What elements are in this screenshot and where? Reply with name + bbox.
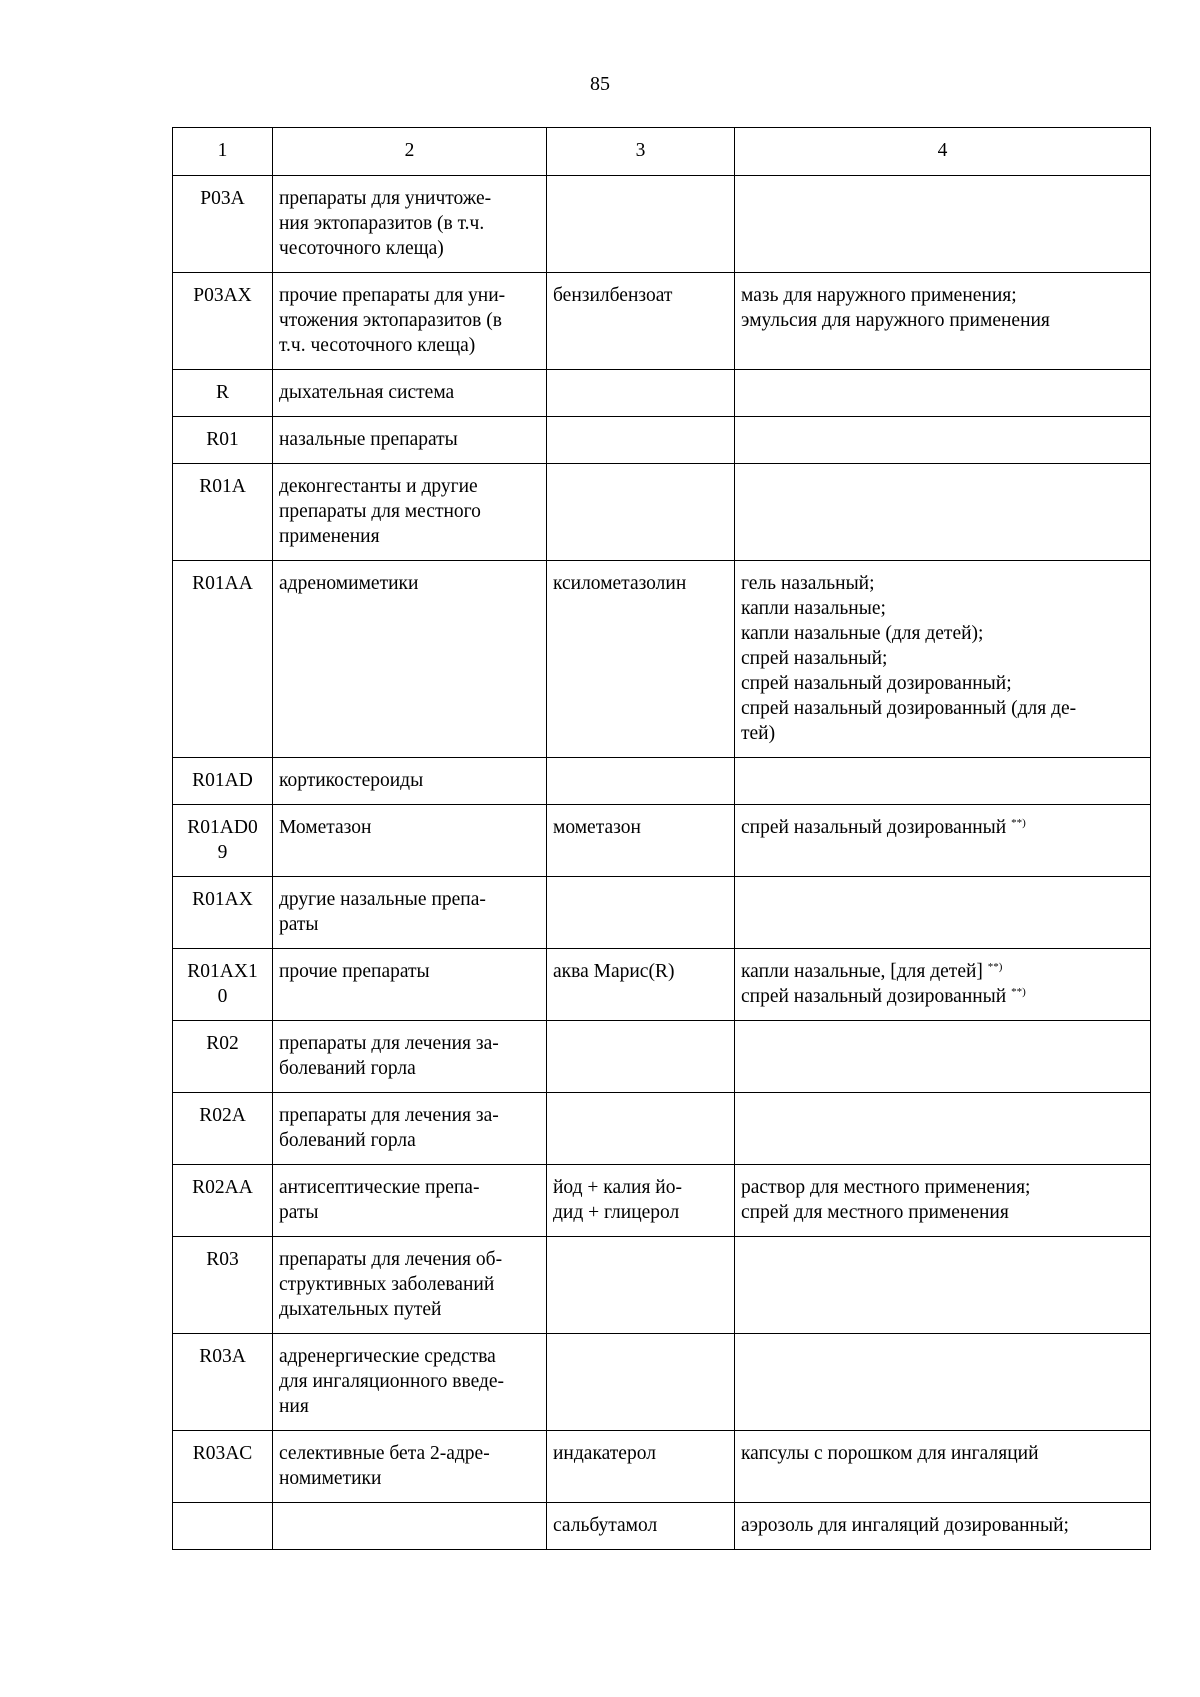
table-row: [173, 1503, 1151, 1550]
cell-text: P03A: [200, 188, 245, 209]
cell-line: [179, 1344, 266, 1369]
cell-line: [279, 1175, 540, 1200]
cell-line: [279, 1272, 540, 1297]
cell-text: для ингаляционного введе-: [279, 1371, 505, 1392]
cell-text: раствор для местного применения;: [741, 1177, 1031, 1198]
cell-text: мазь для наружного применения;: [741, 285, 1017, 306]
cell-text: чтожения эктопаразитов (в: [279, 310, 502, 331]
substance-cell: [547, 1334, 735, 1431]
cell-line: [179, 427, 266, 452]
cell-line: [741, 308, 1144, 333]
group-name-cell: [273, 176, 547, 273]
group-name-cell: [273, 949, 547, 1021]
cell-text: номиметики: [279, 1468, 382, 1489]
cell-text: R03AC: [192, 1443, 253, 1464]
group-name-cell: [273, 370, 547, 417]
cell-line: [279, 211, 540, 236]
table-row: [173, 464, 1151, 561]
cell-text: мометазон: [553, 817, 641, 838]
dosage-forms-cell: [735, 1334, 1151, 1431]
cell-text: спрей назальный;: [741, 648, 888, 669]
cell-line: [741, 571, 1144, 596]
cell-text: ния: [279, 1396, 309, 1417]
table-row: [173, 877, 1151, 949]
cell-line: [179, 984, 266, 1009]
column-header-1: 1: [173, 128, 273, 176]
cell-text: антисептические препа-: [279, 1177, 480, 1198]
group-name-cell: [273, 805, 547, 877]
dosage-forms-cell: [735, 1093, 1151, 1165]
cell-line: [741, 1441, 1144, 1466]
cell-line: [279, 380, 540, 405]
cell-line: [741, 959, 1144, 984]
cell-text: раты: [279, 914, 319, 935]
cell-text: болеваний горла: [279, 1130, 416, 1151]
atc-code-cell: [173, 1021, 273, 1093]
atc-code-cell: [173, 758, 273, 805]
dosage-forms-cell: [735, 370, 1151, 417]
substance-cell: [547, 1431, 735, 1503]
cell-line: [179, 815, 266, 840]
cell-line: [279, 1297, 540, 1322]
cell-line: [741, 1513, 1144, 1538]
cell-line: [179, 768, 266, 793]
table-row: [173, 273, 1151, 370]
cell-line: [279, 1200, 540, 1225]
cell-line: [179, 887, 266, 912]
table-row: [173, 1334, 1151, 1431]
cell-line: [279, 308, 540, 333]
substance-cell: [547, 1093, 735, 1165]
group-name-cell: [273, 1093, 547, 1165]
cell-line: [279, 236, 540, 261]
group-name-cell: [273, 877, 547, 949]
cell-text: адренергические средства: [279, 1346, 496, 1367]
cell-line: [179, 186, 266, 211]
dosage-forms-cell: [735, 176, 1151, 273]
cell-line: [179, 1441, 266, 1466]
footnote-mark: **): [987, 961, 1003, 973]
atc-code-cell: [173, 1431, 273, 1503]
group-name-cell: [273, 417, 547, 464]
cell-text: кортикостероиды: [279, 770, 424, 791]
cell-line: [279, 474, 540, 499]
cell-line: [279, 186, 540, 211]
atc-code-cell: [173, 370, 273, 417]
cell-text: спрей назальный дозированный (для де-: [741, 698, 1077, 719]
cell-line: [279, 1031, 540, 1056]
atc-code-cell: [173, 561, 273, 758]
table-row: [173, 417, 1151, 464]
cell-text: тей): [741, 723, 776, 744]
atc-code-cell: [173, 949, 273, 1021]
cell-text: спрей назальный дозированный;: [741, 673, 1012, 694]
cell-line: [553, 1175, 728, 1200]
cell-text: сальбутамол: [553, 1515, 658, 1536]
substance-cell: [547, 464, 735, 561]
cell-line: [553, 959, 728, 984]
cell-text: эмульсия для наружного применения: [741, 310, 1050, 331]
cell-line: [553, 571, 728, 596]
substance-cell: [547, 273, 735, 370]
cell-text: R01AX: [192, 889, 253, 910]
group-name-cell: [273, 1165, 547, 1237]
cell-line: [741, 1175, 1144, 1200]
cell-line: [279, 571, 540, 596]
cell-text: адреномиметики: [279, 573, 419, 594]
group-name-cell: [273, 758, 547, 805]
atc-code-cell: [173, 1237, 273, 1334]
dosage-forms-cell: [735, 1165, 1151, 1237]
cell-text: препараты для лечения за-: [279, 1105, 499, 1126]
dosage-forms-cell: [735, 1021, 1151, 1093]
atc-code-cell: [173, 1165, 273, 1237]
cell-line: [179, 1175, 266, 1200]
cell-line: [279, 427, 540, 452]
dosage-forms-cell: [735, 805, 1151, 877]
cell-text: R03A: [199, 1346, 246, 1367]
group-name-cell: [273, 1237, 547, 1334]
cell-line: [553, 1441, 728, 1466]
table-row: [173, 758, 1151, 805]
cell-line: [179, 1247, 266, 1272]
atc-code-cell: [173, 805, 273, 877]
cell-text: прочие препараты для уни-: [279, 285, 506, 306]
cell-text: R02A: [199, 1105, 246, 1126]
cell-text: капли назальные (для детей);: [741, 623, 984, 644]
cell-text: препараты для лечения об-: [279, 1249, 503, 1270]
substance-cell: [547, 176, 735, 273]
dosage-forms-cell: [735, 1237, 1151, 1334]
cell-text: назальные препараты: [279, 429, 458, 450]
cell-text: болеваний горла: [279, 1058, 416, 1079]
cell-line: [279, 1441, 540, 1466]
table-row: [173, 1165, 1151, 1237]
table-row: [173, 1431, 1151, 1503]
cell-text: селективные бета 2-адре-: [279, 1443, 490, 1464]
substance-cell: [547, 1237, 735, 1334]
cell-line: [279, 887, 540, 912]
substance-cell: [547, 1503, 735, 1550]
cell-text: прочие препараты: [279, 961, 430, 982]
group-name-cell: [273, 561, 547, 758]
atc-code-cell: [173, 273, 273, 370]
cell-text: R01AX1: [187, 961, 258, 982]
table-row: [173, 805, 1151, 877]
cell-line: [279, 768, 540, 793]
table-row: [173, 370, 1151, 417]
substance-cell: [547, 1165, 735, 1237]
table-row: [173, 561, 1151, 758]
cell-line: [279, 1247, 540, 1272]
dosage-forms-cell: [735, 949, 1151, 1021]
cell-text: R01AD: [192, 770, 253, 791]
cell-line: [279, 1344, 540, 1369]
cell-line: [741, 283, 1144, 308]
substance-cell: [547, 758, 735, 805]
cell-text: деконгестанты и другие: [279, 476, 478, 497]
substance-cell: [547, 877, 735, 949]
cell-text: т.ч. чесоточного клеща): [279, 335, 476, 356]
cell-line: [179, 1103, 266, 1128]
group-name-cell: [273, 1431, 547, 1503]
cell-text: дид + глицерол: [553, 1202, 680, 1223]
atc-code-cell: [173, 464, 273, 561]
cell-line: [553, 283, 728, 308]
column-header-4: 4: [735, 128, 1151, 176]
cell-line: [553, 1200, 728, 1225]
group-name-cell: [273, 1334, 547, 1431]
cell-line: [741, 671, 1144, 696]
cell-line: [279, 959, 540, 984]
cell-line: [741, 646, 1144, 671]
cell-text: P03AX: [193, 285, 252, 306]
cell-text: бензилбензоат: [553, 285, 673, 306]
footnote-mark: **): [1011, 986, 1026, 998]
cell-line: [741, 1200, 1144, 1225]
table-row: [173, 176, 1151, 273]
column-header-3: 3: [547, 128, 735, 176]
dosage-forms-cell: [735, 464, 1151, 561]
table-header-row: [173, 128, 1151, 176]
cell-line: [179, 283, 266, 308]
cell-text: капсулы с порошком для ингаляций: [741, 1443, 1039, 1464]
table-row: [173, 1093, 1151, 1165]
cell-text: препараты для лечения за-: [279, 1033, 499, 1054]
cell-line: [279, 1128, 540, 1153]
cell-text: чесоточного клеща): [279, 238, 444, 259]
cell-line: [279, 499, 540, 524]
drug-table: [172, 127, 1151, 1550]
cell-line: [741, 984, 1144, 1009]
cell-line: [741, 696, 1144, 721]
atc-code-cell: [173, 1503, 273, 1550]
table-row: [173, 949, 1151, 1021]
cell-text: структивных заболеваний: [279, 1274, 495, 1295]
cell-text: R02: [206, 1033, 239, 1054]
atc-code-cell: [173, 1334, 273, 1431]
cell-line: [179, 380, 266, 405]
cell-line: [553, 815, 728, 840]
cell-line: [279, 1103, 540, 1128]
cell-text: Мометазон: [279, 817, 372, 838]
atc-code-cell: [173, 877, 273, 949]
substance-cell: [547, 1021, 735, 1093]
dosage-forms-cell: [735, 1431, 1151, 1503]
substance-cell: [547, 949, 735, 1021]
cell-text: 0: [217, 986, 228, 1007]
cell-text: индакатерол: [553, 1443, 656, 1464]
cell-line: [179, 571, 266, 596]
cell-text: R01A: [199, 476, 246, 497]
cell-text: ния эктопаразитов (в т.ч.: [279, 213, 485, 234]
substance-cell: [547, 805, 735, 877]
cell-text: раты: [279, 1202, 319, 1223]
substance-cell: [547, 561, 735, 758]
cell-line: [279, 1056, 540, 1081]
cell-line: [279, 1466, 540, 1491]
cell-text: R: [215, 382, 229, 403]
cell-line: [741, 815, 1144, 840]
cell-line: [279, 524, 540, 549]
cell-text: аэрозоль для ингаляций дозированный;: [741, 1515, 1069, 1536]
substance-cell: [547, 370, 735, 417]
cell-text: капли назальные;: [741, 598, 886, 619]
cell-text: другие назальные препа-: [279, 889, 486, 910]
cell-line: [553, 1513, 728, 1538]
cell-text: ксилометазолин: [553, 573, 687, 594]
page-number: 85: [590, 73, 610, 95]
atc-code-cell: [173, 417, 273, 464]
dosage-forms-cell: [735, 561, 1151, 758]
cell-text: спрей назальный дозированный: [741, 986, 1007, 1007]
dosage-forms-cell: [735, 417, 1151, 464]
dosage-forms-cell: [735, 1503, 1151, 1550]
atc-code-cell: [173, 1093, 273, 1165]
cell-line: [741, 721, 1144, 746]
cell-text: препараты для местного: [279, 501, 481, 522]
cell-text: аква Марис(R): [553, 961, 675, 982]
table-row: [173, 1237, 1151, 1334]
dosage-forms-cell: [735, 273, 1151, 370]
cell-text: капли назальные, [для детей]: [741, 961, 983, 982]
cell-text: гель назальный;: [741, 573, 875, 594]
dosage-forms-cell: [735, 758, 1151, 805]
cell-text: R01AD0: [187, 817, 258, 838]
cell-text: R01: [206, 429, 239, 450]
table-row: [173, 1021, 1151, 1093]
group-name-cell: [273, 1021, 547, 1093]
substance-cell: [547, 417, 735, 464]
cell-line: [179, 1031, 266, 1056]
cell-line: [179, 840, 266, 865]
cell-line: [741, 596, 1144, 621]
cell-line: [279, 1369, 540, 1394]
atc-code-cell: [173, 176, 273, 273]
column-header-2: 2: [273, 128, 547, 176]
cell-line: [279, 912, 540, 937]
cell-text: препараты для уничтоже-: [279, 188, 492, 209]
footnote-mark: **): [1011, 817, 1026, 829]
cell-line: [279, 1394, 540, 1419]
cell-line: [279, 283, 540, 308]
cell-text: спрей для местного применения: [741, 1202, 1009, 1223]
cell-text: 9: [217, 842, 228, 863]
group-name-cell: [273, 273, 547, 370]
cell-text: дыхательная система: [279, 382, 455, 403]
cell-text: R02AA: [192, 1177, 253, 1198]
dosage-forms-cell: [735, 877, 1151, 949]
cell-line: [179, 959, 266, 984]
group-name-cell: [273, 1503, 547, 1550]
cell-line: [279, 815, 540, 840]
cell-text: R03: [206, 1249, 239, 1270]
cell-text: спрей назальный дозированный: [741, 817, 1007, 838]
cell-text: дыхательных путей: [279, 1299, 442, 1320]
cell-line: [741, 621, 1144, 646]
cell-text: применения: [279, 526, 380, 547]
cell-line: [279, 333, 540, 358]
cell-line: [179, 474, 266, 499]
cell-text: йод + калия йо-: [553, 1177, 682, 1198]
cell-text: R01AA: [192, 573, 253, 594]
group-name-cell: [273, 464, 547, 561]
